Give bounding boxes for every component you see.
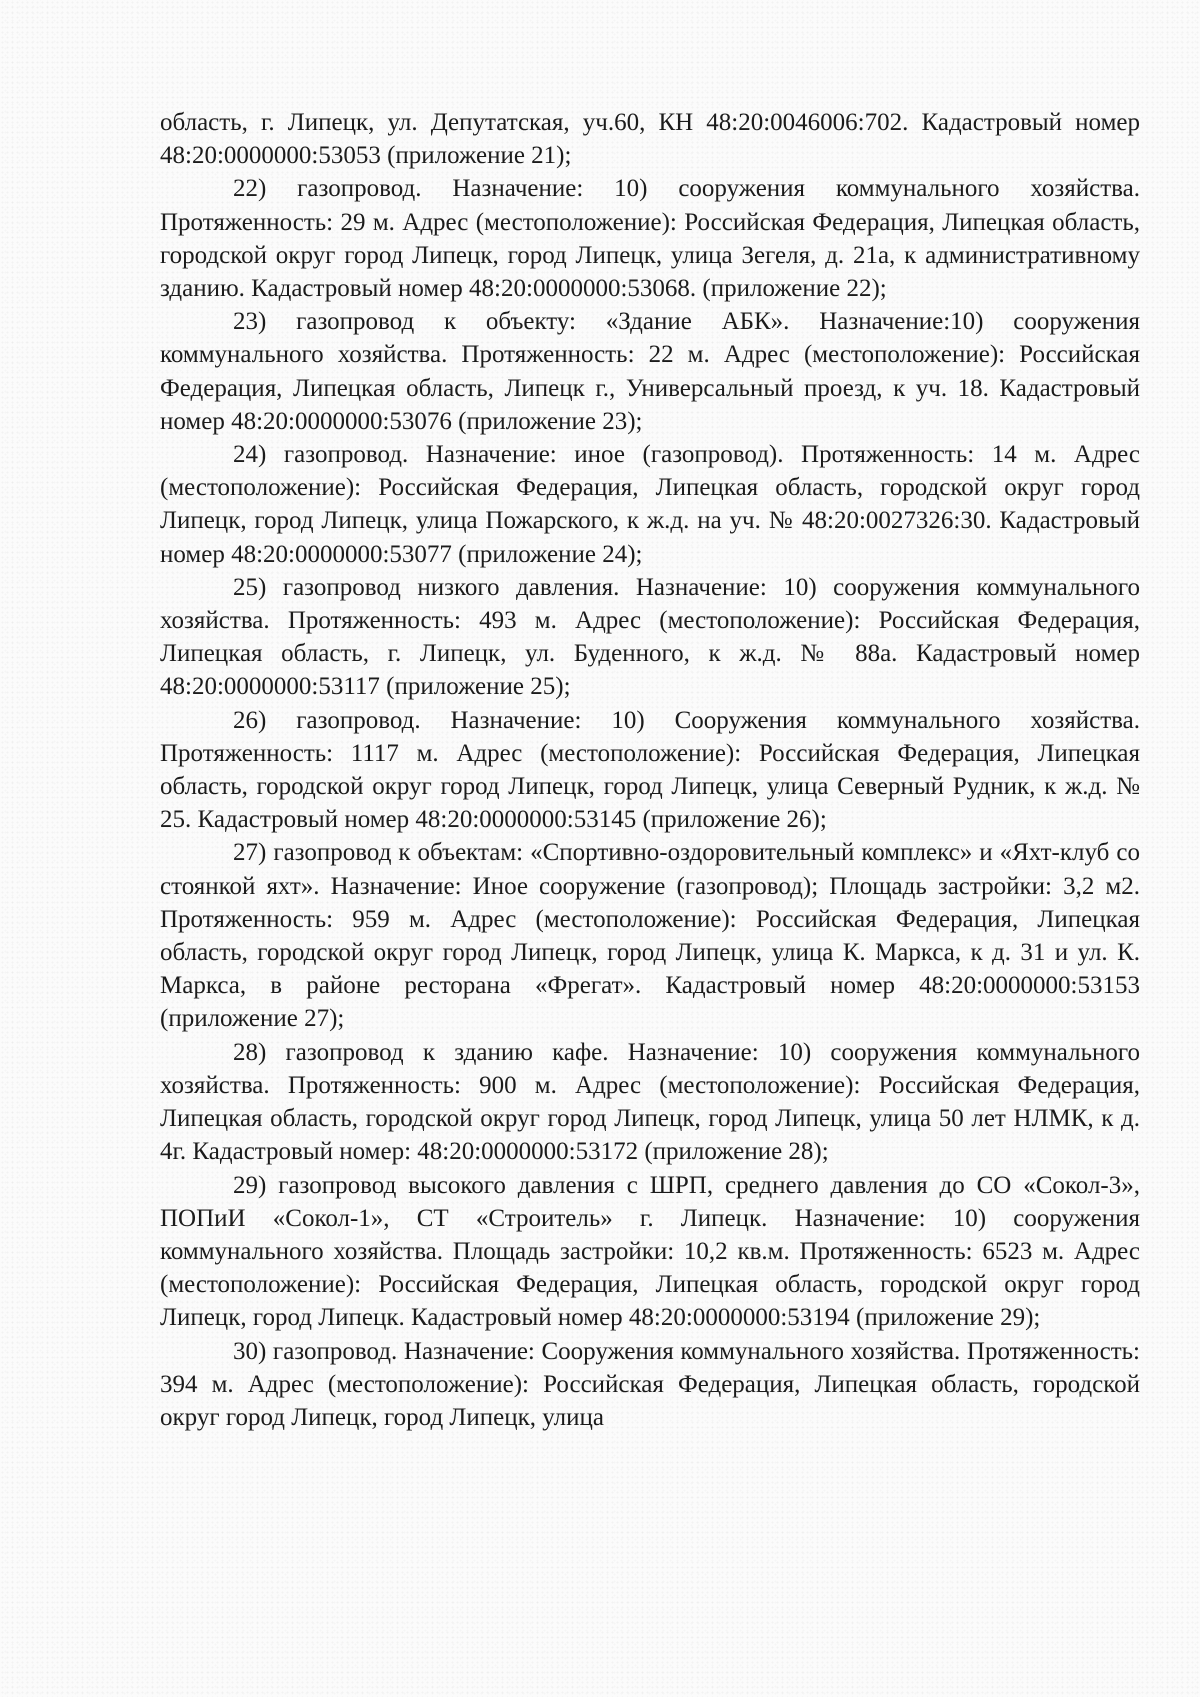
paragraph-item-26: 26) газопровод. Назначение: 10) Сооружения коммунального хозяйства. Протяженность: 1117 м. Адрес (местоположение): Российская Федерация, Липецкая область, городской округ город Липецк, город Липецк, улица Северный Рудник, к ж.д. № 25. Кадастровый номер 48:20:0000000:53145 (приложение 26); <box>160 706 1140 834</box>
paragraph-item-28: 28) газопровод к зданию кафе. Назначение: 10) сооружения коммунального хозяйства. Протяженность: 900 м. Адрес (местоположение): Российская Федерация, Липецкая область, городской округ город Липецк, город Липецк, улица 50 лет НЛМК, к д. 4г. Кадастровый номер: 48:20:0000000:53172 (приложение 28); <box>160 1038 1140 1166</box>
paragraph-item-25: 25) газопровод низкого давления. Назначение: 10) сооружения коммунального хозяйства. Протяженность: 493 м. Адрес (местоположение): Российская Федерация, Липецкая область, г. Липецк, ул. Буденного, к ж.д. № 88а. Кадастровый номер 48:20:0000000:53117 (приложение 25); <box>160 573 1140 701</box>
paragraph-continuation: область, г. Липецк, ул. Депутатская, уч.60, КН 48:20:0046006:702. Кадастровый номер 48:20:0000000:53053 (приложение 21); <box>160 109 1140 170</box>
paragraph-item-30: 30) газопровод. Назначение: Сооружения коммунального хозяйства. Протяженность: 394 м. Адрес (местоположение): Российская Федерация, Липецкая область, городской округ город Липецк, город Липецк, улица <box>160 1337 1140 1431</box>
document-body <box>160 106 1140 1434</box>
paragraph-item-27: 27) газопровод к объектам: «Спортивно-оздоровительный комплекс» и «Яхт-клуб со стоянкой яхт». Назначение: Иное сооружение (газопровод); Площадь застройки: 3,2 м2. Протяженность: 959 м. Адрес (местоположение): Российская Федерация, Липецкая область, городской округ город Липецк, город Липецк, улица К. Маркса, к д. 31 и ул. К. Маркса, в районе ресторана «Фрегат». Кадастровый номер 48:20:0000000:53153 (приложение 27); <box>160 839 1140 1033</box>
paragraph-item-22: 22) газопровод. Назначение: 10) сооружения коммунального хозяйства. Протяженность: 29 м. Адрес (местоположение): Российская Федерация, Липецкая область, городской округ город Липецк, город Липецк, улица Зегеля, д. 21а, к административному зданию. Кадастровый номер 48:20:0000000:53068. (приложение 22); <box>160 175 1140 303</box>
paragraph-item-24: 24) газопровод. Назначение: иное (газопровод). Протяженность: 14 м. Адрес (местоположение): Российская Федерация, Липецкая область, городской округ город Липецк, город Липецк, улица Пожарского, к ж.д. на уч. № 48:20:0027326:30. Кадастровый номер 48:20:0000000:53077 (приложение 24); <box>160 441 1140 568</box>
paragraph-item-29: 29) газопровод высокого давления с ШРП, среднего давления до СО «Сокол-3», ПОПиИ «Сокол-1», СТ «Строитель» г. Липецк. Назначение: 10) сооружения коммунального хозяйства. Площадь застройки: 10,2 кв.м. Протяженность: 6523 м. Адрес (местоположение): Российская Федерация, Липецкая область, городской округ город Липецк, город Липецк. Кадастровый номер 48:20:0000000:53194 (приложение 29); <box>160 1171 1140 1332</box>
paragraph-item-23: 23) газопровод к объекту: «Здание АБК». Назначение:10) сооружения коммунального хозяйства. Протяженность: 22 м. Адрес (местоположение): Российская Федерация, Липецкая область, Липецк г., Универсальный проезд, к уч. 18. Кадастровый номер 48:20:0000000:53076 (приложение 23); <box>160 308 1140 435</box>
